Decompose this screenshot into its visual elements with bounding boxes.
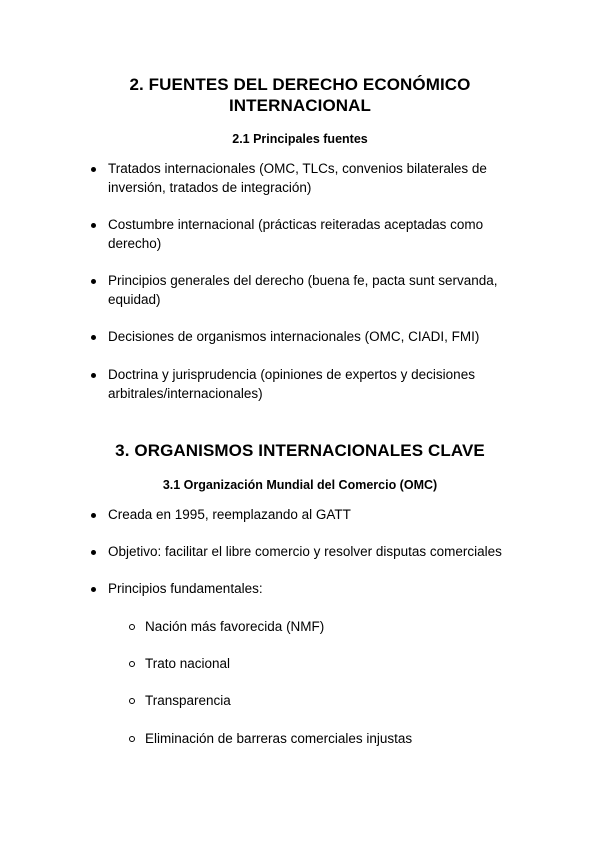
bullet-dot-icon	[91, 373, 96, 378]
hollow-bullet-icon	[129, 698, 135, 704]
list-item	[108, 580, 528, 599]
subsection-3-1-title: 3.1 Organización Mundial del Comercio (OMC)	[162, 478, 438, 492]
list-item-text: Principios fundamentales:	[108, 581, 263, 596]
bullet-dot-icon	[91, 279, 96, 284]
section-2-title	[0, 74, 600, 116]
bullet-dot-icon	[91, 223, 96, 228]
sub-list-item-text: Nación más favorecida (NMF)	[145, 619, 325, 634]
section-3-title: 3. ORGANISMOS INTERNACIONALES CLAVE	[115, 441, 485, 460]
list-item-text: Objetivo: facilitar el libre comercio y resolver disputas comerciales	[108, 544, 502, 559]
bullet-dot-icon	[91, 550, 96, 555]
list-item-text: Creada en 1995, reemplazando al GATT	[108, 507, 351, 522]
list-item	[108, 216, 528, 253]
bullet-dot-icon	[91, 587, 96, 592]
bullet-dot-icon	[91, 335, 96, 340]
sub-list-item	[145, 730, 545, 749]
list-item	[108, 272, 528, 309]
hollow-bullet-icon	[129, 624, 135, 630]
sub-list-item	[145, 692, 545, 711]
list-item-text: Principios generales del derecho (buena fe, pacta sunt servanda, equidad)	[108, 273, 498, 307]
hollow-bullet-icon	[129, 661, 135, 667]
list-item	[108, 506, 528, 525]
list-item	[108, 328, 528, 347]
list-item	[108, 543, 528, 562]
list-item-text: Costumbre internacional (prácticas reiteradas aceptadas como derecho)	[108, 217, 484, 251]
sub-list-item-text: Eliminación de barreras comerciales injustas	[145, 731, 413, 746]
list-item-text: Doctrina y jurisprudencia (opiniones de expertos y decisiones arbitrales/internacionales)	[108, 367, 475, 401]
section-2-title-line-2: INTERNACIONAL	[228, 96, 371, 115]
bullet-dot-icon	[91, 167, 96, 172]
sub-list-item	[145, 618, 545, 637]
bullet-dot-icon	[91, 513, 96, 518]
list-item	[108, 366, 528, 403]
list-item	[108, 160, 528, 197]
sub-list-item-text: Transparencia	[145, 693, 231, 708]
sub-list-item	[145, 655, 545, 674]
section-2-title-line-1: 2. FUENTES DEL DERECHO ECONÓMICO	[129, 75, 471, 94]
sub-list-item-text: Trato nacional	[145, 656, 231, 671]
subsection-2-1-title: 2.1 Principales fuentes	[232, 132, 368, 146]
hollow-bullet-icon	[129, 736, 135, 742]
list-item-text: Tratados internacionales (OMC, TLCs, convenios bilaterales de inversión, tratados de integración)	[108, 161, 487, 195]
list-item-text: Decisiones de organismos internacionales (OMC, CIADI, FMI)	[108, 329, 480, 344]
